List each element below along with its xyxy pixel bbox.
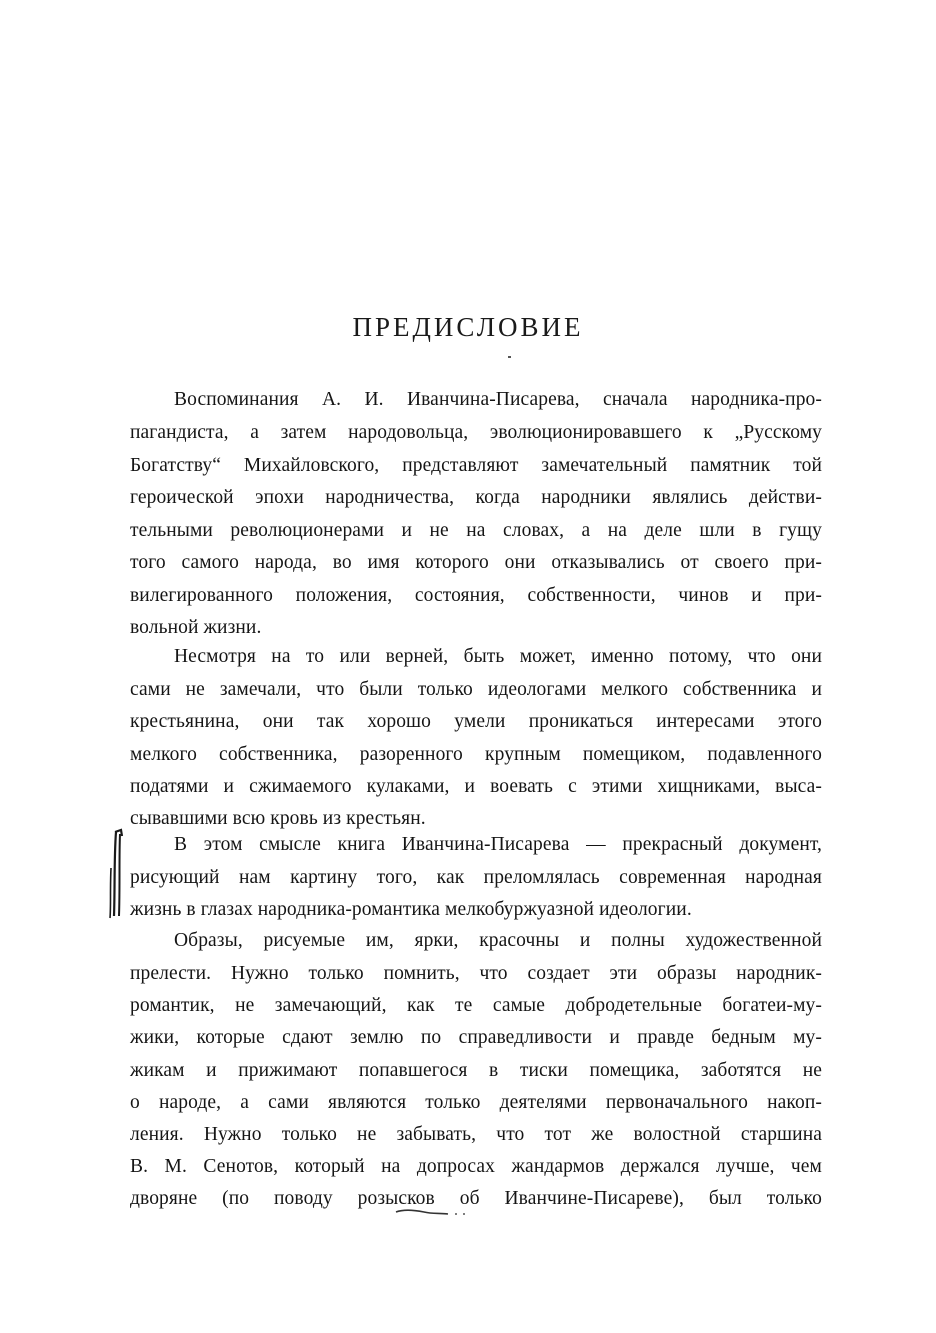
text-line: того самого народа, во имя которого они отказывались от своего при- <box>130 552 822 573</box>
text-line: ления. Нужно только не забывать, что тот же волостной старшина <box>130 1124 822 1145</box>
margin-bracket-mark <box>108 828 128 920</box>
text-line: дворяне (по поводу розысков об Иванчине-Писареве), был только <box>130 1188 822 1209</box>
text-line: жики, которые сдают землю по справедливости и правде бедным му- <box>130 1027 822 1048</box>
text-line: пагандиста, а затем народовольца, эволюционировавшего к „Русскому <box>130 422 822 443</box>
text-line: Воспоминания А. И. Иванчина-Писарева, сначала народника-про- <box>174 389 822 410</box>
text-line: сывавшими всю кровь из крестьян. <box>130 808 426 829</box>
text-line: тельными революционерами и не на словах, а на деле шли в гущу <box>130 520 822 541</box>
text-line: мелкого собственника, разоренного крупным помещиком, подавленного <box>130 744 822 765</box>
text-line: В этом смысле книга Иванчина-Писарева — прекрасный документ, <box>174 834 822 855</box>
page-title: ПРЕДИСЛОВИЕ <box>352 312 584 342</box>
text-line: жизнь в глазах народника-романтика мелкобуржуазной идеологии. <box>130 899 692 920</box>
text-line: крестьянина, они так хорошо умели проникаться интересами этого <box>130 711 822 732</box>
text-line: Образы, рисуемые им, ярки, красочны и полны художественной <box>174 930 822 951</box>
text-line: сами не замечали, что были только идеологами мелкого собственника и <box>130 679 822 700</box>
text-line: вольной жизни. <box>130 617 262 638</box>
text-line: Богатству“ Михайловского, представляют замечательный памятник той <box>130 455 822 476</box>
text-line: героической эпохи народничества, когда народники являлись действи- <box>130 487 822 508</box>
text-line: Несмотря на то или верней, быть может, именно потому, что они <box>174 646 822 667</box>
footer-ink-mark <box>394 1208 474 1218</box>
text-line: романтик, не замечающий, как те самые добродетельные богатеи-му- <box>130 995 822 1016</box>
text-line: о народе, а сами являются только деятелями первоначального накоп- <box>130 1092 822 1113</box>
text-line: прелести. Нужно только помнить, что создает эти образы народник- <box>130 963 822 984</box>
title-ornament-dot <box>508 356 511 358</box>
text-line: рисующий нам картину того, как преломлялась современная народная <box>130 867 822 888</box>
text-line: вилегированного положения, состояния, собственности, чинов и при- <box>130 585 822 606</box>
text-line: В. М. Сенотов, который на допросах жандармов держался лучше, чем <box>130 1156 822 1177</box>
text-line: податями и сжимаемого кулаками, и воевать с этими хищниками, выса- <box>130 776 822 797</box>
text-line: жикам и прижимают попавшегося в тиски помещика, заботятся не <box>130 1060 822 1081</box>
